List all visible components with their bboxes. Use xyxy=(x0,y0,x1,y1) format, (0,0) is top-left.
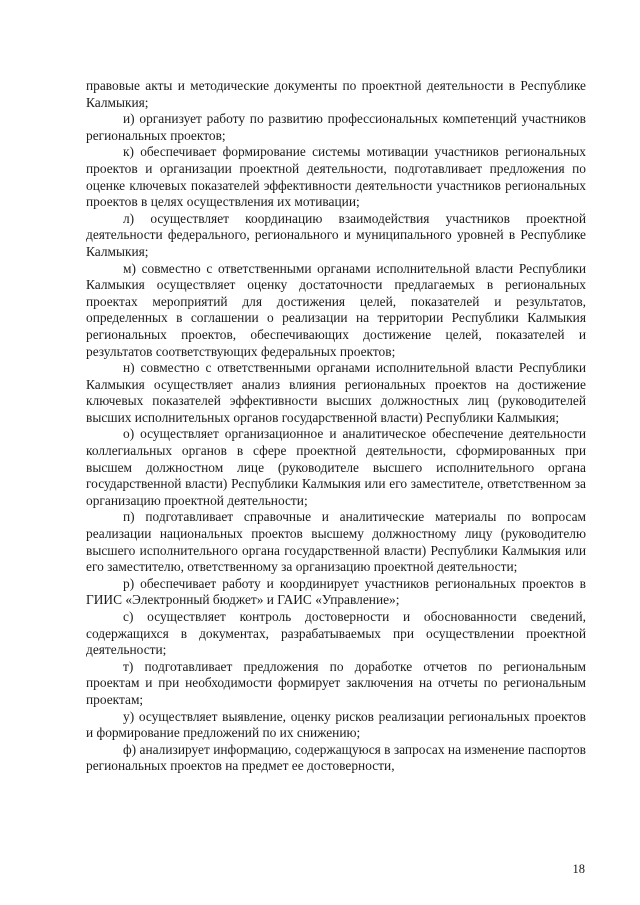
paragraph-p: п) подготавливает справочные и аналитические материалы по вопросам реализации национальных проектов высшему должностному лицу (руководителю высшего исполнительного органа государственной власти) Республики Калмыкия или его заместителю, ответственному за организацию проектной деятельности; xyxy=(86,509,586,575)
paragraph-k: к) обеспечивает формирование системы мотивации участников региональных проектов и организации проектной деятельности, подготавливает предложения по оценке ключевых показателей эффективности деятельности участников региональных проектов в целях осуществления их мотивации; xyxy=(86,144,586,210)
paragraph-m: м) совместно с ответственными органами исполнительной власти Республики Калмыкия осуществляет оценку достаточности предлагаемых в региональных проектах мероприятий для достижения целей, показателей и результатов, определенных в соглашении о реализации на территории Республики Калмыкия региональных проектов, обеспечивающих достижение целей, показателей и результатов соответствующих федеральных проектов; xyxy=(86,260,586,359)
paragraph-r: р) обеспечивает работу и координирует участников региональных проектов в ГИИС «Электронный бюджет» и ГАИС «Управление»; xyxy=(86,575,586,608)
paragraph-s: с) осуществляет контроль достоверности и обоснованности сведений, содержащихся в документах, разрабатываемых при осуществлении проектной деятельности; xyxy=(86,609,586,658)
page-number: 18 xyxy=(572,862,585,876)
paragraph-l: л) осуществляет координацию взаимодействия участников проектной деятельности федерального, регионального и муниципального уровней в Республике Калмыкия; xyxy=(86,210,586,259)
paragraph-t: т) подготавливает предложения по доработке отчетов по региональным проектам и при необходимости формирует заключения на отчеты по региональным проектам; xyxy=(86,658,586,707)
paragraph-i: и) организует работу по развитию профессиональных компетенций участников региональных проектов; xyxy=(86,111,586,143)
paragraph-f: ф) анализирует информацию, содержащуюся в запросах на изменение паспортов региональных проектов на предмет ее достоверности, xyxy=(86,741,586,774)
paragraph-n: н) совместно с ответственными органами исполнительной власти Республики Калмыкия осуществляет анализ влияния региональных проектов на достижение ключевых показателей эффективности высших должностных лиц (руководителей высших исполнительных органов государственной власти) Республики Калмыкия; xyxy=(86,360,586,425)
paragraph-u: у) осуществляет выявление, оценку рисков реализации региональных проектов и формирование предложений по их снижению; xyxy=(86,708,586,741)
document-body xyxy=(86,78,586,775)
paragraph-o: о) осуществляет организационное и аналитическое обеспечение деятельности коллегиальных органов в сфере проектной деятельности, сформированных при высшем должностном лице (руководителе высшего исполнительного органа государственной власти) Республики Калмыкия или его заместителе, ответственном за организацию проектной деятельности; xyxy=(86,426,586,508)
paragraph-continuation: правовые акты и методические документы по проектной деятельности в Республике Калмыкия; xyxy=(86,78,586,110)
